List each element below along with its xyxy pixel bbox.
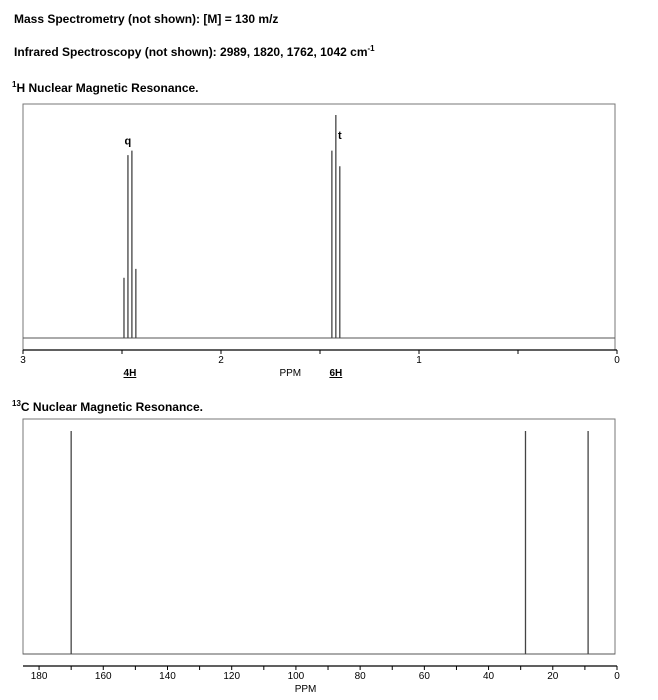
cnmr-x-tick-label: 60 bbox=[418, 671, 430, 682]
ir-label: Infrared Spectroscopy (not shown): bbox=[14, 45, 217, 59]
hnmr-x-tick-label: 3 bbox=[20, 355, 26, 366]
ir-value: 2989, 1820, 1762, 1042 cm bbox=[220, 45, 368, 59]
cnmr-x-tick-label: 160 bbox=[94, 671, 112, 682]
hnmr-x-axis-label: PPM bbox=[279, 368, 302, 379]
hnmr-x-tick-label: 0 bbox=[614, 355, 620, 366]
cnmr-superscript: 13 bbox=[12, 399, 21, 408]
cnmr-x-tick-label: 80 bbox=[354, 671, 366, 682]
hnmr-title-text: H Nuclear Magnetic Resonance. bbox=[16, 81, 199, 95]
mass-spec-label: Mass Spectrometry (not shown): bbox=[14, 12, 201, 26]
cnmr-x-tick-label: 120 bbox=[223, 671, 241, 682]
ir-unit-superscript: -1 bbox=[367, 44, 375, 53]
hnmr-multiplicity-label: q bbox=[124, 135, 132, 148]
cnmr-title-text: C Nuclear Magnetic Resonance. bbox=[20, 400, 203, 414]
hnmr-multiplicity-label: t bbox=[338, 130, 342, 142]
hnmr-integration-label: 4H bbox=[123, 368, 137, 379]
cnmr-x-tick-label: 0 bbox=[614, 671, 620, 682]
hnmr-x-tick-label: 1 bbox=[416, 355, 422, 366]
cnmr-x-tick-label: 40 bbox=[483, 671, 495, 682]
cnmr-x-axis-label: PPM bbox=[294, 684, 317, 695]
hnmr-integration-label: 6H bbox=[329, 368, 343, 379]
hnmr-superscript: 1 bbox=[12, 80, 17, 89]
cnmr-x-tick-label: 20 bbox=[547, 671, 559, 682]
cnmr-x-tick-label: 180 bbox=[30, 671, 48, 682]
cnmr-x-tick-label: 100 bbox=[287, 671, 305, 682]
cnmr-plot-frame bbox=[23, 419, 615, 654]
hnmr-x-tick-label: 2 bbox=[218, 355, 224, 366]
mass-spec-value: [M] = 130 m/z bbox=[203, 12, 279, 26]
cnmr-x-tick-label: 140 bbox=[159, 671, 176, 682]
